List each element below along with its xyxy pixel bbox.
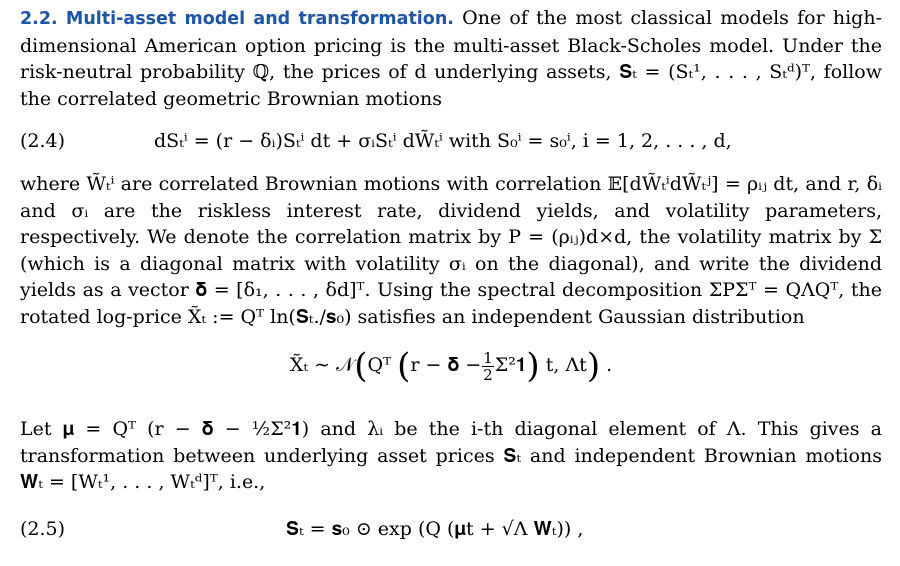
equation-number: (2.4) xyxy=(20,130,66,152)
equation-number: (2.5) xyxy=(20,518,66,540)
paragraph-transformation: Let 𝛍 = Qᵀ (r − 𝛅 − ½Σ²𝟏) and λᵢ be the i-th diagonal element of Λ. This gives a transformation between underlying asset prices 𝐒ₜ and independent Brownian motions 𝐖ₜ = [Wₜ¹, . . . , Wₜᵈ]ᵀ, i.e., xyxy=(20,418,882,493)
equation-gaussian: X̃ₜ ∼ 𝒩(Qᵀ (r − 𝛅 − $\frac{1}{2}$ Σ²𝟏) t, Λt) . xyxy=(289,346,613,386)
equation-body: 𝐒ₜ = 𝐬₀ ⊙ exp (Q (𝛍t + √Λ 𝐖ₜ)) , xyxy=(286,518,584,540)
section-title: Multi-asset model and transformation. xyxy=(65,9,454,29)
gauss-inner-mid: r − 𝛅 − xyxy=(410,354,482,376)
paragraph-intro xyxy=(20,5,882,112)
gauss-inner-right: Σ²𝟏 xyxy=(494,354,527,376)
gauss-lhs: X̃ₜ ∼ 𝒩 xyxy=(289,354,355,376)
equation-body: dSₜⁱ = (r − δᵢ)Sₜⁱ dt + σᵢSₜⁱ dW̃ₜⁱ with S₀ⁱ = s₀ⁱ, i = 1, 2, . . . , d, xyxy=(154,130,732,152)
gauss-end: . xyxy=(606,354,613,376)
fraction-numerator: 1 xyxy=(483,348,493,367)
section-heading xyxy=(20,9,454,29)
gauss-tail: t, Λt xyxy=(545,354,587,376)
paragraph-definitions: where W̃ₜⁱ are correlated Brownian motions with correlation 𝔼[dW̃ₜⁱdW̃ₜʲ] = ρᵢⱼ dt, and r, δᵢ and σᵢ are the riskless interest rate, dividend yields, and volatility parameters, respectively. We denote the correlation matrix by P = (ρᵢⱼ)d×d, the volatility matrix by Σ (which is a diagonal matrix with volatility σᵢ on the diagonal), and write the dividend yields as a vector 𝛅 = [δ₁, . . . , δd]ᵀ. Using the spectral decomposition ΣPΣᵀ = QΛQᵀ, the rotated log-price X̃ₜ := Qᵀ ln(𝐒ₜ./𝐬₀) satisfies an independent Gaussian distribution xyxy=(20,173,882,328)
fraction-one-half xyxy=(482,350,494,383)
section-number: 2.2. xyxy=(20,9,58,29)
paragraph-intro-text: One of the most classical models for high-dimensional American option pricing is the multi-asset Black-Scholes model. Under the risk-neutral probability ℚ, the prices of d underlying assets, 𝐒ₜ = (Sₜ¹, . . . , Sₜᵈ)ᵀ, follow the correlated geometric Brownian motions xyxy=(20,7,882,110)
fraction-denominator: 2 xyxy=(483,365,493,384)
gauss-inner-left: Qᵀ xyxy=(367,354,392,376)
